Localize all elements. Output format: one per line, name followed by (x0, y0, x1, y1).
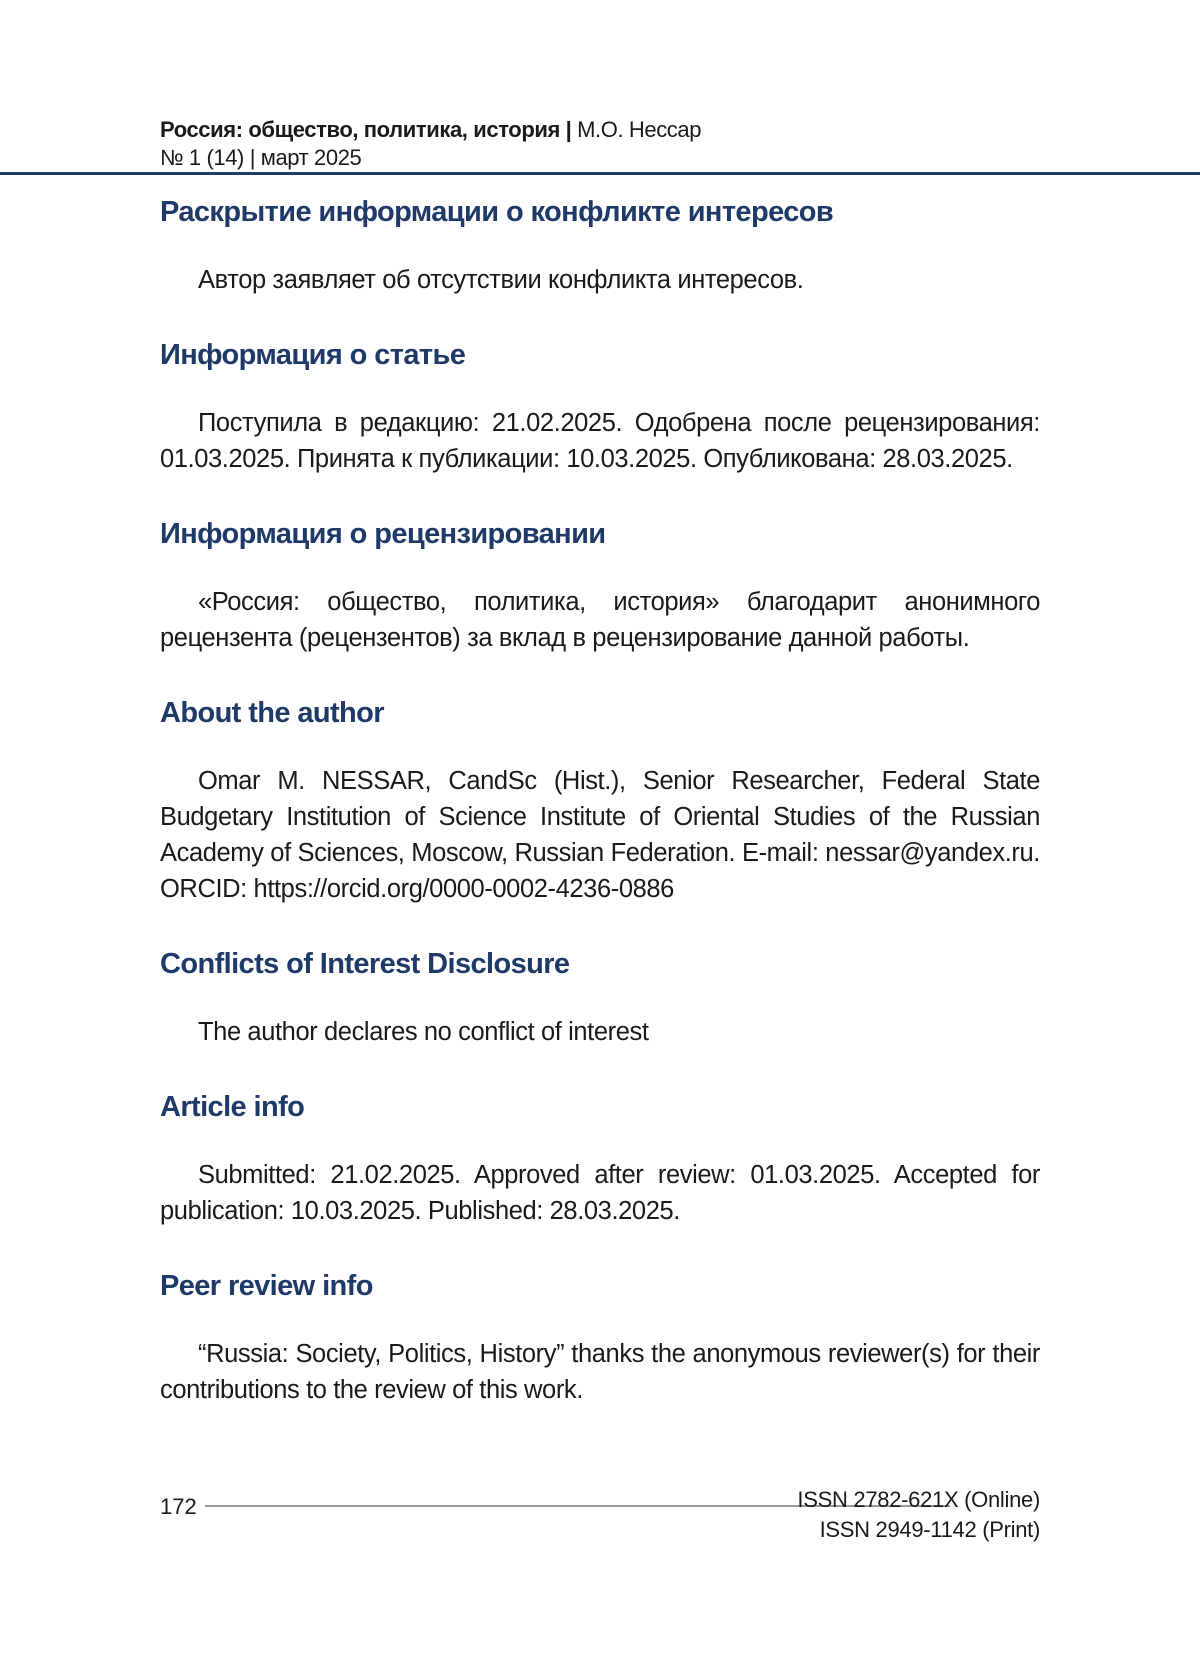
section-article-info-en (160, 1085, 1040, 1229)
section-article-info-ru (160, 333, 1040, 477)
section-body: «Россия: общество, политика, история» благодарит анонимного рецензента (рецензентов) за вклад в рецензирование данной работы. (160, 584, 1040, 656)
running-header (160, 116, 701, 172)
section-peer-review-ru (160, 512, 1040, 656)
section-body: Omar M. NESSAR, CandSc (Hist.), Senior Researcher, Federal State Budgetary Institution of Science Institute of Oriental Studies of the Russian Academy of Sciences, Moscow, Russian Federation. E-mail: nessar@yandex.ru. ORCID: https://orcid.org/0000-0002-4236-0886 (160, 763, 1040, 907)
header-issue: № 1 (14) | март 2025 (160, 144, 701, 172)
header-separator: | (560, 117, 577, 142)
section-body: Автор заявляет об отсутствии конфликта интересов. (160, 262, 1040, 298)
section-body: The author declares no conflict of interest (160, 1014, 1040, 1050)
section-title: Peer review info (160, 1264, 1040, 1308)
section-body: “Russia: Society, Politics, History” thanks the anonymous reviewer(s) for their contributions to the review of this work. (160, 1336, 1040, 1408)
section-about-author (160, 691, 1040, 907)
header-rule (0, 172, 1200, 175)
section-title: Информация о статье (160, 333, 1040, 377)
header-line-1 (160, 116, 701, 144)
section-title: Conflicts of Interest Disclosure (160, 942, 1040, 986)
section-title: Информация о рецензировании (160, 512, 1040, 556)
section-title: About the author (160, 691, 1040, 735)
section-conflict-ru (160, 190, 1040, 298)
issn-block (797, 1485, 1040, 1545)
journal-title: Россия: общество, политика, история (160, 117, 560, 142)
section-peer-review-en (160, 1264, 1040, 1408)
section-body: Поступила в редакцию: 21.02.2025. Одобрена после рецензирования: 01.03.2025. Принята к публикации: 10.03.2025. Опубликована: 28.03.2025. (160, 405, 1040, 477)
section-title: Article info (160, 1085, 1040, 1129)
issn-print: ISSN 2949-1142 (Print) (797, 1515, 1040, 1545)
page-number: 172 (160, 1493, 197, 1521)
page-footer (160, 1485, 1040, 1545)
section-conflict-en (160, 942, 1040, 1050)
issn-online: ISSN 2782-621X (Online) (797, 1485, 1040, 1515)
main-content (160, 190, 1040, 1408)
section-body: Submitted: 21.02.2025. Approved after review: 01.03.2025. Accepted for publication: 10.03.2025. Published: 28.03.2025. (160, 1157, 1040, 1229)
section-title: Раскрытие информации о конфликте интересов (160, 190, 1040, 234)
header-author: М.О. Нессар (577, 117, 701, 142)
